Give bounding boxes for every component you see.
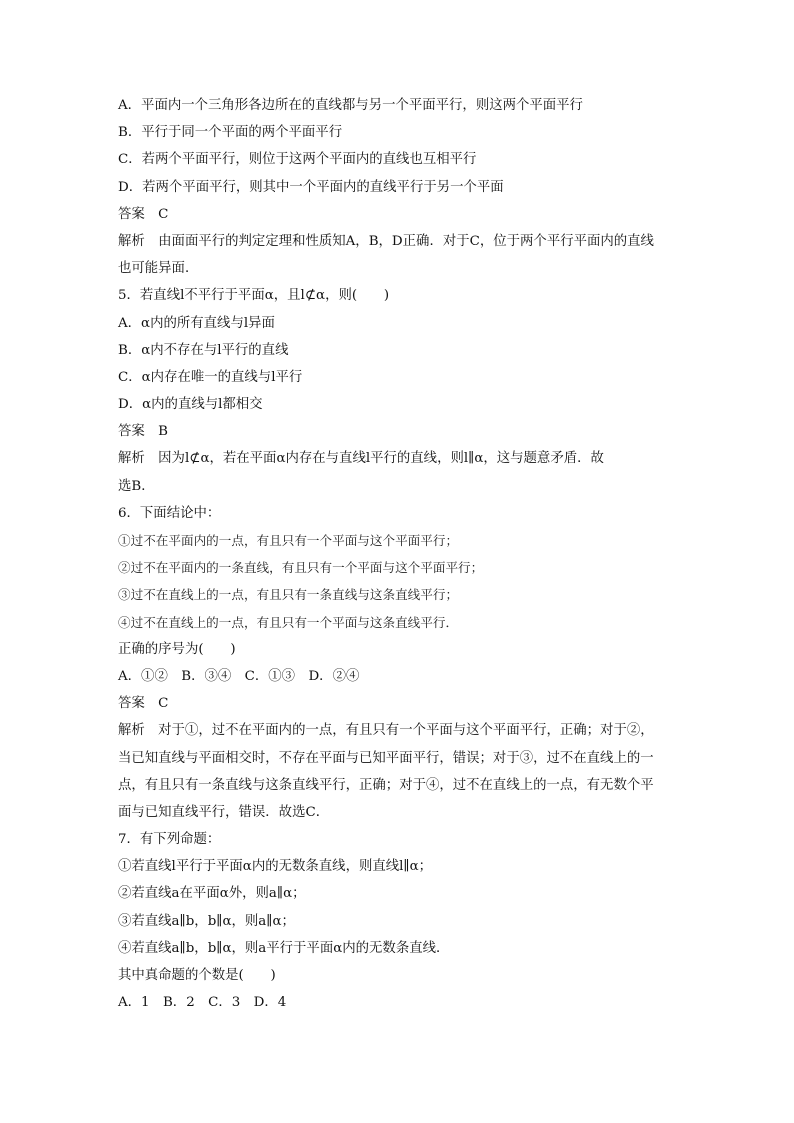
text-line: C．若两个平面平行，则位于这两个平面内的直线也互相平行 [118, 152, 477, 168]
text-line: B．平行于同一个平面的两个平面平行 [118, 125, 343, 141]
analysis-line: 解析 因为l⊄α，若在平面α内存在与直线l平行的直线，则l∥α，这与题意矛盾．故 [118, 451, 604, 467]
option-line: A．1 B．2 C．3 D．4 [118, 995, 287, 1011]
question-line: 7．有下列命题： [118, 832, 221, 848]
answer-line: 答案 C [118, 206, 169, 222]
analysis-line: 当已知直线与平面相交时，不存在平面与已知平面平行，错误；对于③，过不在直线上的一 [118, 750, 654, 766]
statement-line: ①若直线l平行于平面α内的无数条直线，则直线l∥α； [118, 859, 433, 875]
statement-line: ③若直线a∥b，b∥α，则a∥α； [118, 913, 295, 929]
analysis-line: 解析 对于①，过不在平面内的一点，有且只有一个平面与这个平面平行，正确；对于②， [118, 723, 654, 739]
statement-line: ②过不在平面内的一条直线，有且只有一个平面与这个平面平行； [118, 560, 484, 576]
text-line: D．若两个平面平行，则其中一个平面内的直线平行于另一个平面 [118, 179, 504, 195]
text-line: A．平面内一个三角形各边所在的直线都与另一个平面平行，则这两个平面平行 [118, 98, 583, 113]
analysis-line: 面与已知直线平行，错误．故选C． [118, 804, 330, 820]
option-line: D．α内的直线与l都相交 [118, 397, 263, 413]
option-line: A．α内的所有直线与l异面 [118, 315, 275, 331]
document-page [118, 92, 683, 1016]
statement-line: ③过不在直线上的一点，有且只有一条直线与这条直线平行； [118, 587, 459, 603]
statement-line: ④过不在直线上的一点，有且只有一个平面与这条直线平行． [118, 614, 459, 630]
option-line: C．α内存在唯一的直线与l平行 [118, 369, 303, 385]
analysis-line: 也可能异面． [118, 261, 199, 277]
answer-line: 答案 C [118, 696, 169, 712]
statement-line: ④若直线a∥b，b∥α，则a平行于平面α内的无数条直线． [118, 940, 450, 956]
answer-line: 答案 B [118, 424, 169, 440]
question-line: 5．若直线l不平行于平面α，且l⊄α，则( ) [118, 288, 390, 304]
analysis-line: 选B． [118, 478, 155, 494]
statement-line: ①过不在平面内的一点，有且只有一个平面与这个平面平行； [118, 533, 459, 548]
question-line: 正确的序号为( ) [118, 641, 236, 657]
question-line: 其中真命题的个数是( ) [118, 968, 276, 983]
statement-line: ②若直线a在平面α外，则a∥α； [118, 886, 306, 902]
option-line: B．α内不存在与l平行的直线 [118, 342, 289, 358]
analysis-line: 解析 由面面平行的判定定理和性质知A，B，D正确．对于C，位于两个平行平面内的直线 [118, 233, 654, 249]
question-line: 6．下面结论中： [118, 505, 221, 521]
analysis-line: 点，有且只有一条直线与这条直线平行，正确；对于④，过不在直线上的一点，有无数个平 [118, 777, 654, 793]
option-line: A．①② B．③④ C．①③ D．②④ [118, 668, 360, 684]
